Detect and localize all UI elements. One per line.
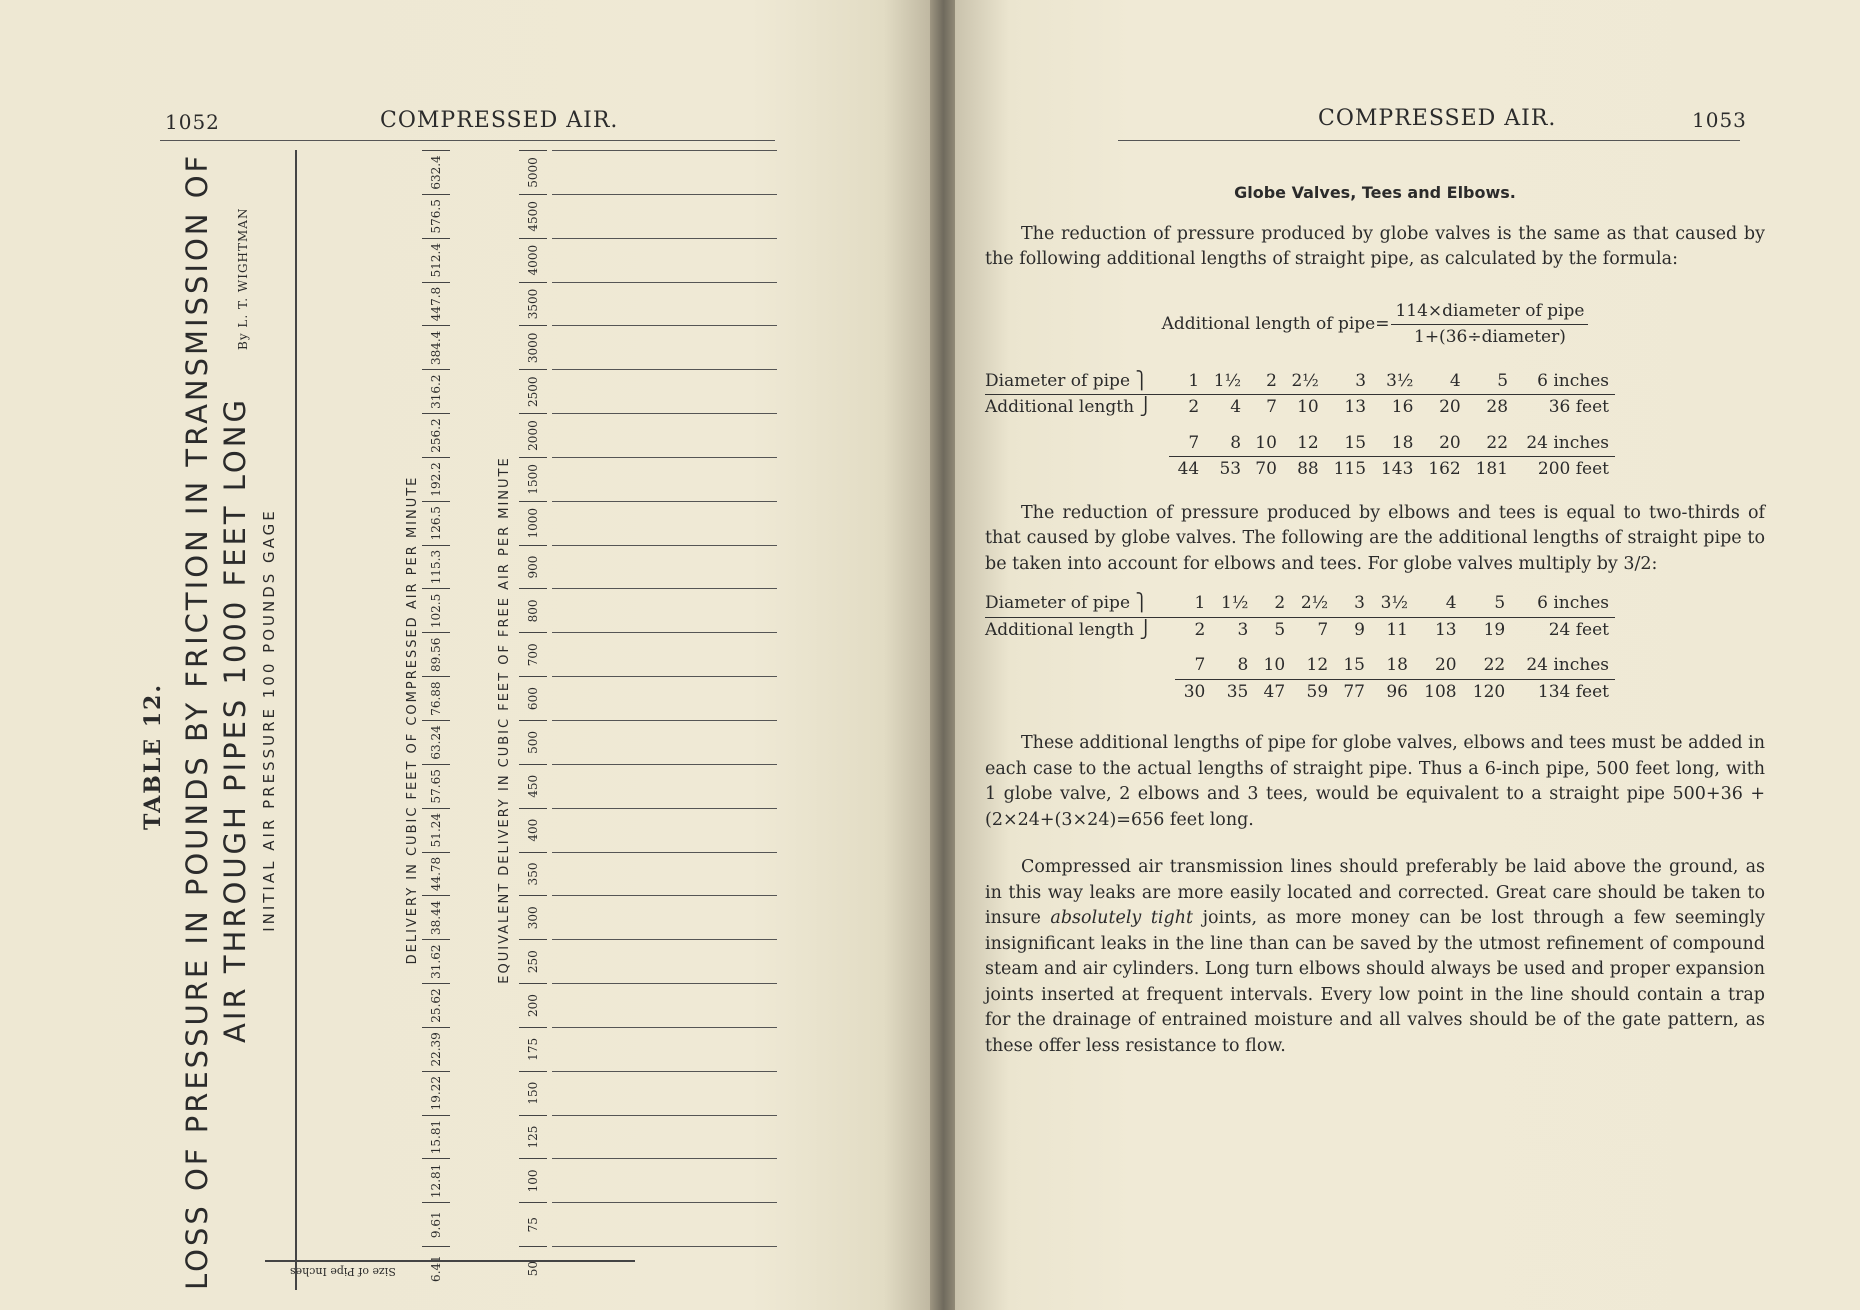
- table-cell: 12: [1291, 653, 1334, 679]
- left-page-number: 1052: [165, 110, 220, 134]
- table-cell: 44: [1177, 459, 1200, 479]
- free-air-cell: 350: [519, 852, 547, 896]
- globe-valve-length-table: [985, 369, 1615, 483]
- elbow-tee-length-table: [985, 591, 1615, 705]
- table-cell: 13: [1344, 397, 1367, 417]
- table-cell: 4: [1230, 397, 1242, 417]
- table-title-line1: LOSS OF PRESSURE IN POUNDS BY FRICTION IN TRANSMISSION OF: [180, 152, 214, 1290]
- paragraph-4-b: joints, as more money can be lost through a few seemingly insignificant leaks in the line than can be saved by the utmost refinement of compound steam and air cylinders. Long turn elbows should always be used and proper expansion joints inserted at frequent intervals. Every low point in the line should contain a trap for the drainage of entrained moisture and all valves should be of the gate pattern, as these offer less resistance to flow.: [985, 908, 1765, 1056]
- delivery-cell: 63.24: [422, 720, 450, 764]
- table-bottom-rule: [265, 1260, 635, 1262]
- free-air-cell: 1000: [519, 501, 547, 545]
- table-cell: 1½: [1205, 369, 1247, 395]
- table-cell: 108: [1424, 681, 1457, 702]
- table-cell: 4: [1414, 591, 1463, 617]
- row-label: [985, 457, 1169, 483]
- delivery-cell: 192.2: [422, 457, 450, 501]
- table-cell: 9: [1354, 619, 1365, 640]
- formula-fraction: [1391, 299, 1588, 351]
- table-cell: 1: [1169, 369, 1205, 395]
- table-cell: 30: [1183, 681, 1206, 702]
- delivery-cell: 12.81: [422, 1158, 450, 1202]
- free-air-cell: 4000: [519, 238, 547, 282]
- length-formula: [985, 299, 1765, 351]
- paragraph-4-a: Compressed air transmission lines should preferably be laid above the ground, as in this way leaks are more easily located and corrected. Great care should be taken to insure: [985, 857, 1765, 928]
- table-cell: 59: [1306, 681, 1329, 702]
- table-cell: 1: [1175, 591, 1212, 617]
- size-of-pipe-label: Size of Pipe Inches: [290, 1265, 396, 1278]
- delivery-cell: 19.22: [422, 1071, 450, 1115]
- table-cell: 2: [1188, 397, 1200, 417]
- free-air-cell: 1500: [519, 457, 547, 501]
- table-cell: 7: [1175, 653, 1212, 679]
- delivery-cell: 57.65: [422, 764, 450, 808]
- formula-denominator: 1+(36÷diameter): [1414, 327, 1566, 347]
- table-cell: 35: [1226, 681, 1249, 702]
- free-air-cell: 5000: [519, 150, 547, 194]
- table-cell: 5: [1467, 369, 1514, 395]
- table-cell: 8: [1211, 653, 1254, 679]
- delivery-cell: 25.62: [422, 983, 450, 1027]
- delivery-cell: 384.4: [422, 325, 450, 369]
- table-cell: 47: [1263, 681, 1286, 702]
- right-running-head: COMPRESSED AIR.: [1318, 106, 1557, 131]
- free-air-header: EQUIVALENT DELIVERY IN CUBIC FEET OF FREE AIR PER MINUTE: [497, 456, 512, 984]
- table-cell: 2½: [1283, 369, 1325, 395]
- free-air-cell: 250: [519, 939, 547, 983]
- paragraph-4: [985, 855, 1765, 1059]
- table-cell: 70: [1255, 459, 1277, 479]
- free-air-cell: 400: [519, 808, 547, 852]
- table-cell: 2: [1194, 619, 1206, 640]
- table-cell: 6 inches: [1514, 369, 1615, 395]
- row-label: Diameter of pipe ⎫: [985, 591, 1175, 617]
- free-air-cell: 50: [519, 1246, 547, 1290]
- row-label: Additional length ⎭: [985, 397, 1153, 417]
- table-cell: 7: [1266, 397, 1277, 417]
- paragraph-3: These additional lengths of pipe for globe valves, elbows and tees must be added in each case to the actual lengths of straight pipe. Thus a 6-inch pipe, 500 feet long, with 1 globe valve, 2 elbows and 3 tees, would be equivalent to a straight pipe 500+36 +(2×24+(3×24)=656 feet long.: [985, 733, 1765, 830]
- table-cell: 4: [1419, 369, 1466, 395]
- table-cell: 53: [1219, 459, 1242, 479]
- table-cell: 18: [1372, 431, 1419, 457]
- table-cell: 120: [1472, 681, 1506, 702]
- delivery-cell: 15.81: [422, 1115, 450, 1159]
- table-cell: 28: [1486, 397, 1509, 417]
- free-air-cell: 175: [519, 1027, 547, 1071]
- free-air-cell: 2000: [519, 413, 547, 457]
- table-cell: 7: [1317, 619, 1329, 640]
- free-air-cell: 800: [519, 589, 547, 633]
- table-cell: 16: [1391, 397, 1414, 417]
- table-cell: 12: [1283, 431, 1325, 457]
- table-subtitle: INITIAL AIR PRESSURE 100 POUNDS GAGE: [260, 508, 278, 932]
- table-cell: 1½: [1211, 591, 1254, 617]
- table-cell: 2: [1254, 591, 1291, 617]
- delivery-cell: 632.4: [422, 150, 450, 194]
- delivery-cell: 102.5: [422, 589, 450, 633]
- table-cell: 3½: [1372, 369, 1419, 395]
- delivery-values-row: [422, 150, 450, 1290]
- free-air-cell: 500: [519, 720, 547, 764]
- free-air-cell: 3500: [519, 282, 547, 326]
- table-cell: 88: [1297, 459, 1319, 479]
- loss-table-grid: [295, 150, 777, 1290]
- left-running-head: COMPRESSED AIR.: [380, 108, 619, 133]
- table-cell: 3: [1325, 369, 1372, 395]
- table-cell: 20: [1419, 431, 1466, 457]
- row-label: Diameter of pipe ⎫: [985, 369, 1169, 395]
- right-page-content: [985, 150, 1765, 1073]
- delivery-cell: 89.56: [422, 632, 450, 676]
- section-heading: Globe Valves, Tees and Elbows.: [1234, 183, 1516, 202]
- free-air-cell: 200: [519, 983, 547, 1027]
- rotated-table-12: [140, 150, 780, 1290]
- table-cell: 18: [1371, 653, 1414, 679]
- delivery-cell: 38.44: [422, 895, 450, 939]
- table-cell: 24 feet: [1548, 619, 1609, 640]
- delivery-cell: 316.2: [422, 369, 450, 413]
- left-head-rule: [160, 140, 775, 141]
- table-title-line2: AIR THROUGH PIPES 1000 FEET LONG: [218, 397, 252, 1043]
- table-cell: 10: [1254, 653, 1291, 679]
- right-head-rule: [1118, 140, 1740, 141]
- free-air-cell: 900: [519, 545, 547, 589]
- loss-value-columns: [552, 150, 777, 1290]
- table-cell: 24 inches: [1514, 431, 1615, 457]
- paragraph-2: The reduction of pressure produced by elbows and tees is equal to two-thirds of that caused by globe valves. The following are the additional lengths of straight pipe to be taken into account for elbows and tees. For globe valves multiply by 3/2:: [985, 502, 1765, 574]
- table-cell: 22: [1463, 653, 1512, 679]
- delivery-cell: 9.61: [422, 1202, 450, 1246]
- table-cell: 11: [1386, 619, 1408, 640]
- table-cell: 6 inches: [1511, 591, 1615, 617]
- table-cell: 5: [1274, 619, 1286, 640]
- paragraph-4-emphasis: absolutely tight: [1050, 908, 1194, 928]
- table-cell: 10: [1297, 397, 1319, 417]
- table-cell: 10: [1247, 431, 1283, 457]
- table-cell: 5: [1463, 591, 1512, 617]
- formula-numerator: 114×diameter of pipe: [1391, 299, 1588, 326]
- table-cell: 2½: [1291, 591, 1334, 617]
- delivery-cell: 126.5: [422, 501, 450, 545]
- table-cell: 19: [1483, 619, 1506, 640]
- table-label: TABLE 12.: [140, 682, 166, 830]
- table-cell: 36 feet: [1548, 397, 1609, 417]
- delivery-cell: 51.24: [422, 808, 450, 852]
- table-cell: 134 feet: [1537, 681, 1609, 702]
- row-label: [985, 431, 1169, 457]
- free-air-cell: 4500: [519, 194, 547, 238]
- delivery-cell: 6.41: [422, 1246, 450, 1290]
- free-air-cell: 300: [519, 895, 547, 939]
- delivery-cell: 22.39: [422, 1027, 450, 1071]
- delivery-header: DELIVERY IN CUBIC FEET OF COMPRESSED AIR PER MINUTE: [405, 475, 420, 965]
- delivery-cell: 44.78: [422, 852, 450, 896]
- table-cell: 24 inches: [1511, 653, 1615, 679]
- table-cell: 162: [1428, 459, 1461, 479]
- delivery-cell: 115.3: [422, 545, 450, 589]
- table-cell: 200 feet: [1537, 459, 1609, 479]
- free-air-cell: 450: [519, 764, 547, 808]
- table-cell: 96: [1386, 681, 1408, 702]
- free-air-cell: 3000: [519, 325, 547, 369]
- free-air-cell: 125: [519, 1115, 547, 1159]
- table-cell: 3: [1237, 619, 1249, 640]
- free-air-cell: 75: [519, 1202, 547, 1246]
- free-air-cell: 700: [519, 632, 547, 676]
- paragraph-1: The reduction of pressure produced by globe valves is the same as that caused by the following additional lengths of straight pipe, as calculated by the formula:: [985, 223, 1765, 269]
- table-cell: 115: [1333, 459, 1367, 479]
- free-air-cell: 150: [519, 1071, 547, 1115]
- table-cell: 181: [1475, 459, 1509, 479]
- delivery-cell: 576.5: [422, 194, 450, 238]
- table-cell: 7: [1169, 431, 1205, 457]
- right-page-number: 1053: [1692, 108, 1747, 132]
- table-cell: 20: [1414, 653, 1463, 679]
- table-cell: 13: [1434, 619, 1457, 640]
- free-air-values-row: [519, 150, 547, 1290]
- row-label: Additional length ⎭: [985, 619, 1153, 640]
- delivery-cell: 256.2: [422, 413, 450, 457]
- delivery-cell: 512.4: [422, 238, 450, 282]
- free-air-cell: 2500: [519, 369, 547, 413]
- free-air-cell: 100: [519, 1158, 547, 1202]
- table-cell: 3: [1334, 591, 1371, 617]
- delivery-cell: 31.62: [422, 939, 450, 983]
- table-cell: 15: [1334, 653, 1371, 679]
- table-cell: 22: [1467, 431, 1514, 457]
- delivery-cell: 76.88: [422, 676, 450, 720]
- table-author: By L. T. WIGHTMAN: [236, 207, 250, 350]
- table-cell: 3½: [1371, 591, 1414, 617]
- free-air-cell: 600: [519, 676, 547, 720]
- table-cell: 8: [1205, 431, 1247, 457]
- table-cell: 15: [1325, 431, 1372, 457]
- table-cell: 20: [1439, 397, 1461, 417]
- table-cell: 143: [1380, 459, 1414, 479]
- table-cell: 2: [1247, 369, 1283, 395]
- formula-lhs: Additional length of pipe=: [1161, 313, 1390, 334]
- delivery-cell: 447.8: [422, 282, 450, 326]
- row-label: [985, 653, 1175, 679]
- row-label: [985, 679, 1175, 705]
- table-cell: 77: [1343, 681, 1365, 702]
